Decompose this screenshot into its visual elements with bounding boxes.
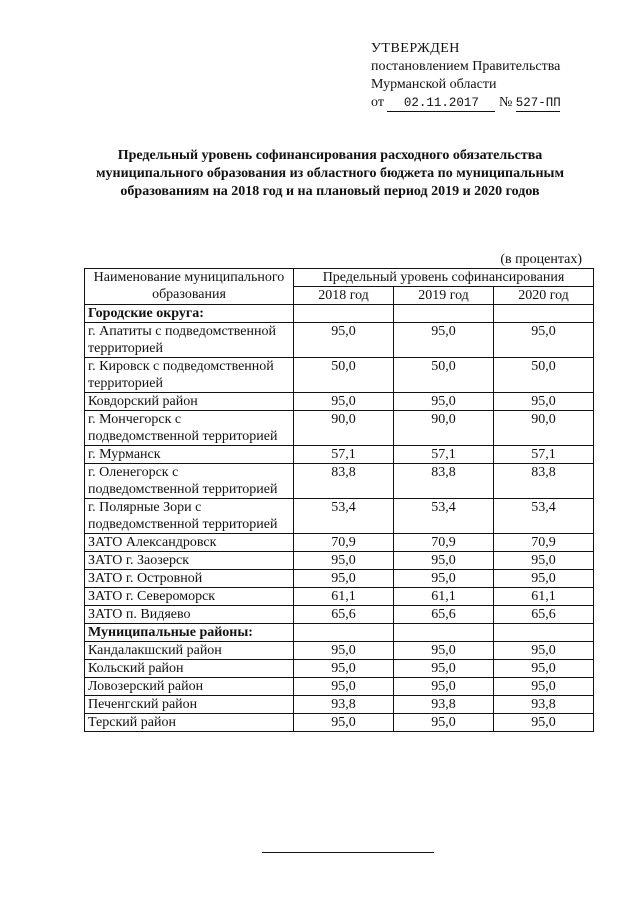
cofinancing-value: 93,8 [494,696,594,714]
municipality-name: Ловозерский район [85,678,294,696]
cofinancing-value: 83,8 [394,464,494,499]
empty-cell [294,305,394,323]
table-row [85,464,594,499]
cofinancing-value: 95,0 [494,678,594,696]
cofinancing-value: 95,0 [494,660,594,678]
column-header-year: 2020 год [494,287,594,305]
cofinancing-table [84,268,594,732]
column-header-year: 2019 год [394,287,494,305]
cofinancing-value: 70,9 [294,534,394,552]
section-heading-row [85,305,594,323]
cofinancing-value: 83,8 [494,464,594,499]
municipality-name: Ковдорский район [85,393,294,411]
cofinancing-value: 70,9 [494,534,594,552]
table-row [85,678,594,696]
column-header-name: Наименование муниципального образования [85,269,294,305]
table-body [85,305,594,732]
municipality-name: ЗАТО Александровск [85,534,294,552]
empty-cell [394,624,494,642]
cofinancing-value: 95,0 [294,393,394,411]
cofinancing-value: 95,0 [294,552,394,570]
section-heading: Муниципальные районы: [85,624,294,642]
approval-number: 527-ПП [515,96,561,110]
cofinancing-value: 93,8 [394,696,494,714]
table-row [85,446,594,464]
cofinancing-value: 61,1 [294,588,394,606]
cofinancing-value: 50,0 [394,358,494,393]
table-row [85,642,594,660]
municipality-name: Кольский район [85,660,294,678]
cofinancing-value: 95,0 [394,393,494,411]
cofinancing-value: 95,0 [294,323,394,358]
number-prefix: № [498,95,513,110]
cofinancing-value: 65,6 [394,606,494,624]
table-row [85,696,594,714]
cofinancing-value: 57,1 [494,446,594,464]
table-row [85,714,594,732]
cofinancing-value: 50,0 [494,358,594,393]
empty-cell [394,305,494,323]
column-header-year: 2018 год [294,287,394,305]
cofinancing-value: 95,0 [294,570,394,588]
units-note: (в процентах) [500,252,582,267]
table-row [85,411,594,446]
municipality-name: Терский район [85,714,294,732]
cofinancing-value: 95,0 [394,552,494,570]
approval-date-line [371,94,560,112]
table-row [85,606,594,624]
municipality-name: г. Мурманск [85,446,294,464]
table-row [85,552,594,570]
approval-line-1: постановлением Правительства [371,59,561,74]
cofinancing-value: 65,6 [294,606,394,624]
municipality-name: Кандалакшский район [85,642,294,660]
cofinancing-value: 95,0 [394,642,494,660]
table-row [85,588,594,606]
date-prefix: от [371,95,384,110]
cofinancing-value: 83,8 [294,464,394,499]
municipality-name: ЗАТО г. Североморск [85,588,294,606]
empty-cell [294,624,394,642]
section-heading: Городские округа: [85,305,294,323]
empty-cell [494,305,594,323]
table-row [85,323,594,358]
cofinancing-value: 95,0 [394,678,494,696]
column-group-header: Предельный уровень софинансирования [294,269,594,287]
approval-title: УТВЕРЖДЕН [371,41,460,56]
cofinancing-value: 95,0 [294,660,394,678]
cofinancing-value: 95,0 [394,570,494,588]
cofinancing-value: 90,0 [294,411,394,446]
cofinancing-value: 53,4 [394,499,494,534]
cofinancing-value: 70,9 [394,534,494,552]
document-title: Предельный уровень софинансирования расходного обязательства муниципального образования из областного бюджета по муниципальным образованиям на 2018 год и на плановый период 2019 и 2020 годов [96,148,564,199]
municipality-name: г. Апатиты с подведомственной территорией [85,323,294,358]
cofinancing-value: 65,6 [494,606,594,624]
cofinancing-value: 95,0 [494,393,594,411]
approval-line-2: Мурманской области [371,77,497,92]
cofinancing-value: 90,0 [494,411,594,446]
municipality-name: Печенгский район [85,696,294,714]
section-heading-row [85,624,594,642]
cofinancing-value: 95,0 [294,714,394,732]
cofinancing-value: 95,0 [494,552,594,570]
cofinancing-value: 50,0 [294,358,394,393]
table-row [85,499,594,534]
cofinancing-value: 61,1 [394,588,494,606]
cofinancing-value: 95,0 [394,714,494,732]
cofinancing-value: 95,0 [394,323,494,358]
municipality-name: г. Полярные Зори с подведомственной территорией [85,499,294,534]
municipality-name: ЗАТО г. Островной [85,570,294,588]
cofinancing-value: 95,0 [494,714,594,732]
table-row [85,660,594,678]
table-row [85,570,594,588]
municipality-name: ЗАТО п. Видяево [85,606,294,624]
cofinancing-value: 90,0 [394,411,494,446]
header-row [85,269,594,287]
cofinancing-value: 93,8 [294,696,394,714]
table-row [85,393,594,411]
cofinancing-value: 95,0 [294,678,394,696]
cofinancing-value: 57,1 [394,446,494,464]
cofinancing-value: 95,0 [294,642,394,660]
cofinancing-value: 61,1 [494,588,594,606]
cofinancing-value: 95,0 [494,323,594,358]
municipality-name: г. Кировск с подведомственной территорией [85,358,294,393]
bottom-rule [262,852,434,853]
municipality-name: ЗАТО г. Заозерск [85,552,294,570]
empty-cell [494,624,594,642]
cofinancing-value: 95,0 [394,660,494,678]
cofinancing-value: 53,4 [494,499,594,534]
cofinancing-value: 57,1 [294,446,394,464]
table-row [85,358,594,393]
cofinancing-value: 95,0 [494,570,594,588]
approval-stamp [371,40,560,112]
municipality-name: г. Оленегорск с подведомственной территорией [85,464,294,499]
cofinancing-value: 53,4 [294,499,394,534]
table-row [85,534,594,552]
municipality-name: г. Мончегорск с подведомственной территорией [85,411,294,446]
approval-date: 02.11.2017 [387,96,495,112]
cofinancing-value: 95,0 [494,642,594,660]
